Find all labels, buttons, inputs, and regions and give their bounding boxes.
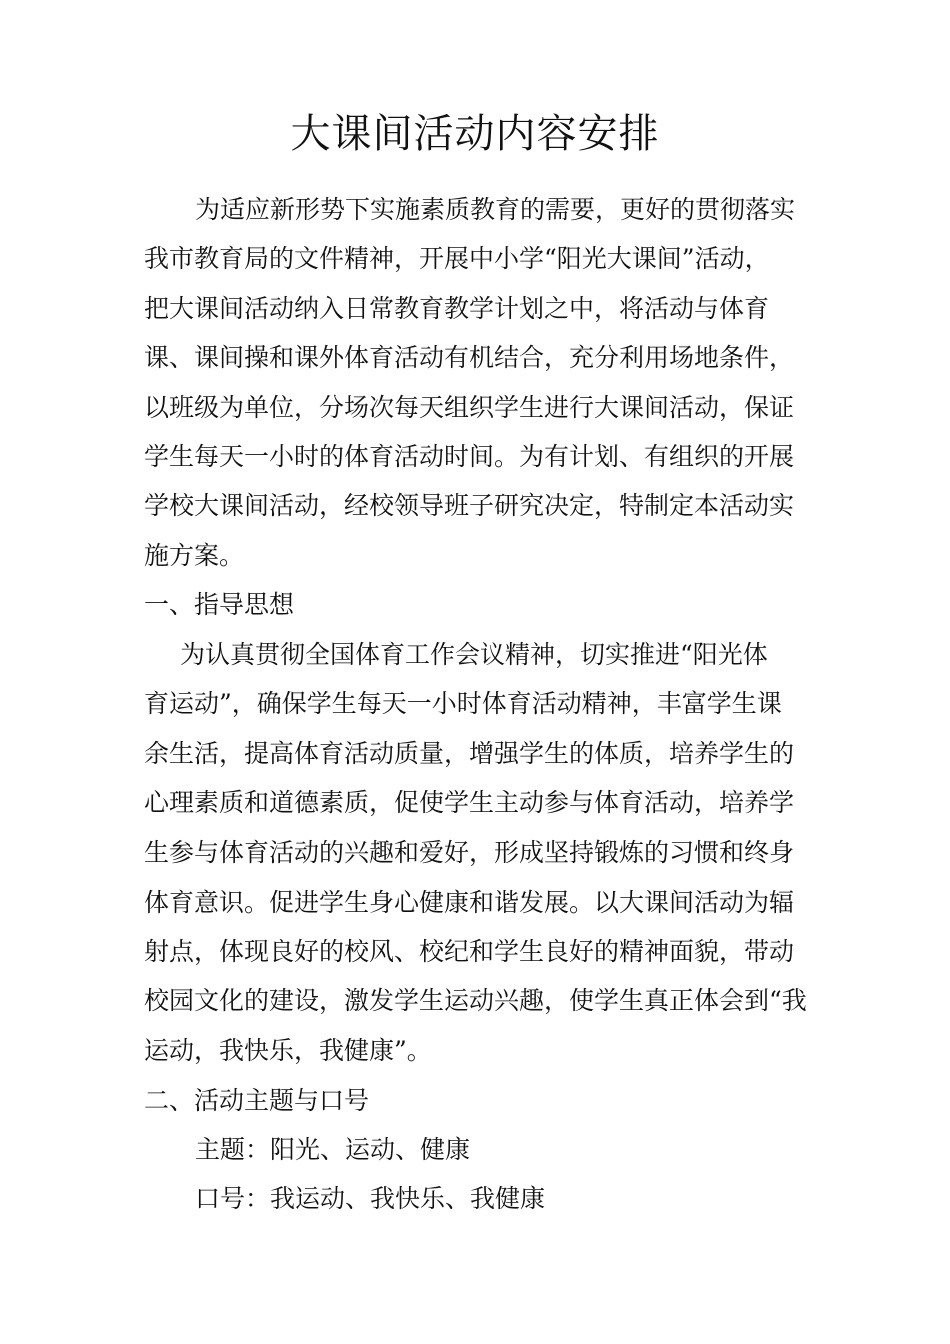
section1-line: 体育意识。促进学生身心健康和谐发展。以大课间活动为辐 — [144, 888, 795, 917]
section-heading-guiding-thought: 一、指导思想 — [144, 590, 295, 619]
intro-line: 以班级为单位，分场次每天组织学生进行大课间活动，保证 — [144, 393, 795, 422]
intro-line: 课、课间操和课外体育活动有机结合，充分利用场地条件， — [144, 343, 795, 372]
section1-line: 余生活，提高体育活动质量，增强学生的体质，培养学生的 — [144, 739, 795, 768]
document-title: 大课间活动内容安排 — [290, 111, 660, 157]
section1-line: 育运动”，确保学生每天一小时体育活动精神，丰富学生课 — [144, 689, 782, 718]
section1-line: 运动，我快乐，我健康”。 — [144, 1036, 432, 1065]
intro-line: 学生每天一小时的体育活动时间。为有计划、有组织的开展 — [144, 442, 795, 471]
section1-line: 校园文化的建设，激发学生运动兴趣，使学生真正体会到“我 — [144, 986, 807, 1015]
section1-line: 为认真贯彻全国体育工作会议精神，切实推进“阳光体 — [180, 640, 768, 669]
intro-line: 把大课间活动纳入日常教育教学计划之中，将活动与体育 — [144, 294, 770, 323]
intro-line: 施方案。 — [144, 541, 245, 570]
section-heading-theme-slogan: 二、活动主题与口号 — [144, 1086, 370, 1115]
section1-line: 生参与体育活动的兴趣和爱好，形成坚持锻炼的习惯和终身 — [144, 838, 795, 867]
section1-line: 射点，体现良好的校风、校纪和学生良好的精神面貌，带动 — [144, 937, 795, 966]
section1-line: 心理素质和道德素质，促使学生主动参与体育活动，培养学 — [144, 788, 795, 817]
intro-line: 学校大课间活动，经校领导班子研究决定，特制定本活动实 — [144, 491, 795, 520]
theme-line: 主题：阳光、运动、健康 — [195, 1135, 471, 1164]
intro-line: 为适应新形势下实施素质教育的需要，更好的贯彻落实 — [195, 195, 796, 224]
slogan-line: 口号：我运动、我快乐、我健康 — [195, 1184, 546, 1213]
intro-line: 我市教育局的文件精神，开展中小学“阳光大课间”活动， — [144, 244, 770, 273]
